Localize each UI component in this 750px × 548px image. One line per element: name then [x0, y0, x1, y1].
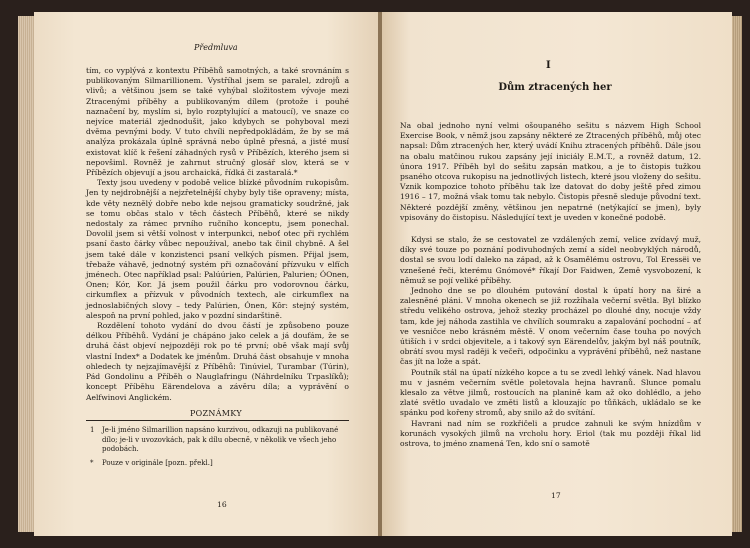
- page-number-left: 16: [217, 500, 227, 509]
- paragraph: Texty jsou uvedeny v podobě velice blízké původním rukopisům. Jen ty nejdrobnější a nejzřetelnější chyby byly tiše opraveny; místa, kde věty neznělý dobře nebo kde nejsou gramaticky soudržné, jak se tomu občas stalo v těch částech Příběhů, které se nikdy nedostaly za rámec prvního ručního konceptu, jsem ponechal. Dovolil jsem si větší volnost v interpunkci, neboť otec při rychlém psaní často čárky vůbec nepoužíval, anebo tak činil chybně. A šel jsem také dále v konzistenci psaní velkých písmen. Přijal jsem, třebaže váhavě, jednotný systém při označování přízvuku v elfích jménech. Otec například psal: Palúúrien, Palúrien, Palurien; ÓOnen, Onen; Kór, Kor. Já jsem použil čárku pro vodorovnou čárku, cirkumflex a přízvuk v původních textech, ale cirkumflex na jednoslabičných slovy – tedy Palúrien, Ónen, Kôr: stejný systém, alespoň na první pohled, jako v pozdní sindarštině.: [86, 178, 349, 320]
- paragraph: Na obal jednoho nyní velmi ošoupaného sešitu s názvem High School Exercise Book, v němž jsou zapsány některé ze Ztracených příběhů, můj otec napsal: Dům ztracených her, který uvádí Knihu ztracených příběhů. Dále jsou na obalu matčinou rukou zapsány její iniciály E.M.T., a rovněž datum, 12. února 1917. Příběh byl do sešitu zapsán matkou, a je to čistopis tužkou psaného otcova rukopisu na jednotlivých listech, které jsou vloženy do sešitu. Vznik kompozice tohoto příběhu tak lze datovat do doby ještě před zimou 1916 – 17, možná však tomu tak nebylo. Čistopis přesně sleduje původní text. Některé pozdější změny, většinou jen nepatrné (netýkající se jmen), byly vpisovány do čistopisu. Následující text je uveden v konečné podobě.: [400, 121, 701, 222]
- paragraph: Poutník stál na úpatí nízkého kopce a tu se zvedl lehký vánek. Nad hlavou mu v jasném večerním světle poletovala hejna havranů. Slunce pomalu klesalo za větve jilmů, rostoucích na planině kam až oko dohlédlo, a jeho zlaté světlo uvadalo ve změti listů a klouzajíc po tůňkách, ukládalo se ke spánku pod kořeny stromů, aby snilo až do svítání.: [400, 367, 701, 418]
- chapter-title: Dům ztracených her: [498, 82, 612, 93]
- footnote-text: Je-li jméno Silmarillion napsáno kurzivou, odkazuji na publikované dílo; je-li v uvozovkách, pak k dílu obecně, v několik ve všech jeho podobách.: [102, 426, 339, 454]
- paragraph: Jednoho dne se po dlouhém putování dostal k úpatí hory na širé a zalesněné pláni. V mnoha okenech se již rozžíhala večerní světla. Byl blízko středu velikého ostrova, jehož stezky procházel po dlouhé dny, nocuje vždy tam, kde jej náhoda zastihla ve chvílích soumraku a zapalování pochodní – ať ve vesničce nebo krásném městě. V onom večerním čase touha po nových útiších i v srdci objevitele, a i takový syn Eärendelův, jakým byl náš poutník, obrátí svou mysl raději k večeři, odpočinku a vyprávění příběhů, než nastane čas jít na lože a spát.: [400, 286, 701, 367]
- left-page-body: [86, 66, 349, 403]
- paragraph: Kdysi se stalo, že se cestovatel ze vzdálených zemí, velice zvídavý muž, díky své touze po poznání podivuhodných zemí a sídel neobvyklých národů, dostal se svou lodí daleko na západ, až k Osamělému ostrovu, Tol Eressëi ve vznešené řeči, kterému Gnómové* říkají Dor Faidwen, Země vysvobození, k němuž se pojí veliké příběhy.: [400, 235, 701, 285]
- notes-divider: [86, 420, 349, 421]
- paragraph: Rozdělení tohoto vydání do dvou částí je způsobeno pouze délkou Příběhů. Vydání je chápáno jako celek a já doufám, že se druhá část objeví nejpozději rok po té první; obě však mají svůj vlastní Index* a Dodatek ke jménům. Druhá část obsahuje v mnoha ohledech ty nejzajímavější z Příběhů: Tinúviel, Turambar (Túrin), Pád Gondolinu a Příběh o Nauglafringu (Náhrdelníku Trpaslíků); koncept Příběhu Eärendelova a závěru díla; a vyprávění o Aelfwinovi Anglickém.: [86, 321, 349, 402]
- notes-heading: POZNÁMKY: [190, 409, 242, 418]
- left-page-edges: [18, 16, 34, 532]
- chapter-number: I: [546, 60, 551, 71]
- right-page-body: [400, 235, 701, 449]
- paragraph: tím, co vyplývá z kontextu Příběhů samotných, a také srovnáním s publikovaným Silmarillionem. Vystříhal jsem se paralel, zdrojů a vlivů; a většinou jsem se také vyhýbal složitostem vývoje mezi Ztracenými příběhy a publikovaným dílem (protože i pouhé naznačení by, myslím si, bylo rozptylující a matoucí), ve snaze co nejvíce materiál zjednodušit, jako kdybych se pohyboval mezi dvěma pevnými body. V tuto chvíli nepředpokládám, že by se má analýza prokázala úplně správná nebo úplně přesná, a jisté musí existovat klíč k řešení záhadných rysů v Příbězích, kterého jsem si nepovšiml. Rovněž je zahrnut stručný glosář slov, která se v Příbězích objevují a jsou archaická, řídká či zastaralá.*: [86, 66, 349, 178]
- chapter-intro: [400, 121, 701, 223]
- footnote-mark: *: [90, 458, 94, 467]
- page-number-right: 17: [551, 491, 561, 500]
- running-head: Předmluva: [194, 43, 238, 52]
- footnote: [86, 426, 349, 455]
- right-page-edges: [732, 16, 742, 532]
- paragraph: Havrani nad ním se rozkřičeli a prudce zahnuli ke svým hnízdům v korunách vysokých jilmů na vrcholu hory. Eriol (tak mu později říkal lid ostrova, to jméno znamená Ten, kdo sní o samotě: [400, 418, 701, 449]
- footnotes: [86, 426, 349, 472]
- footnote-mark: 1: [90, 426, 95, 434]
- footnote-text: Pouze v originále [pozn. překl.]: [102, 458, 213, 467]
- footnote: [86, 459, 349, 469]
